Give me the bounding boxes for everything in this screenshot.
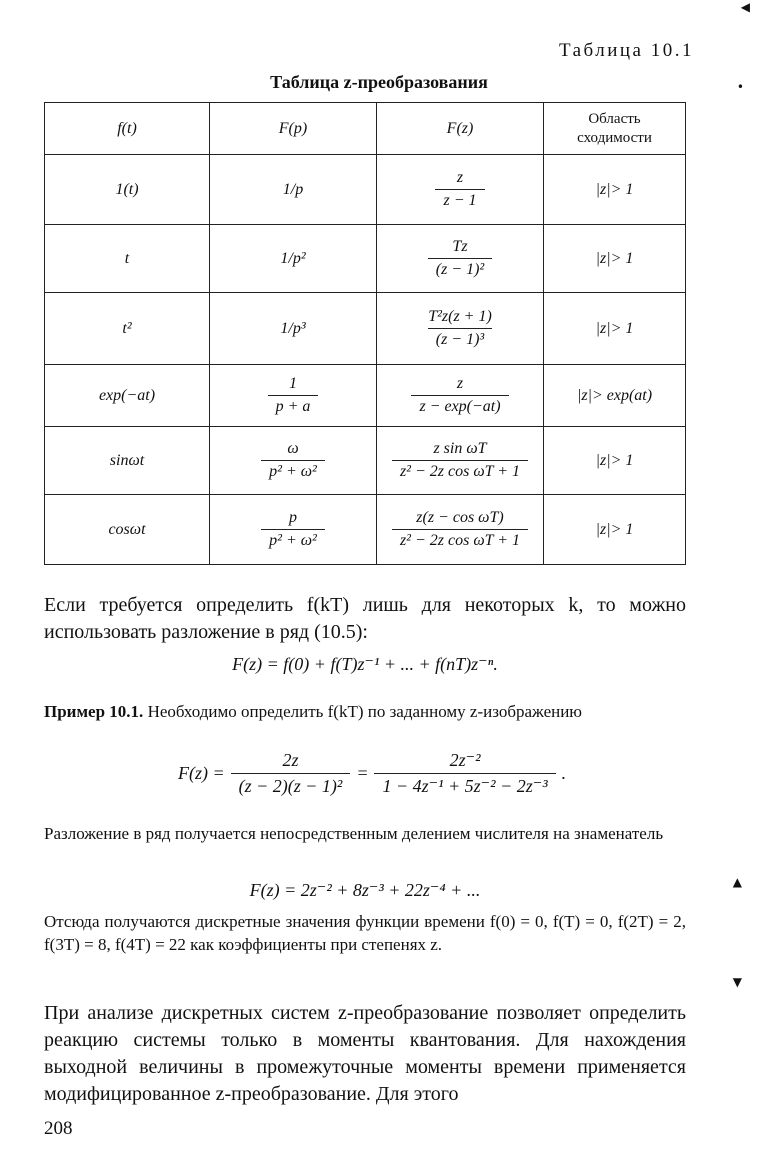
- table-header-row: [45, 103, 686, 155]
- fp-numerator: p: [289, 509, 297, 526]
- fz-numerator: z: [456, 375, 464, 392]
- fp-denominator: p² + ω²: [261, 460, 325, 481]
- fz-denominator: z² − 2z cos ωT + 1: [392, 460, 528, 481]
- paragraph-division: Разложение в ряд получается непосредственным делением числителя на знаменатель: [44, 824, 664, 843]
- cell-region: |z|> 1: [544, 293, 686, 365]
- fp-denominator: p² + ω²: [261, 529, 325, 550]
- fp-numerator: ω: [287, 440, 299, 457]
- fz-fraction: [392, 440, 528, 481]
- scan-mark-icon: ▼: [732, 975, 742, 989]
- example-text: Необходимо определить f(kT) по заданному z-изображению: [143, 702, 583, 721]
- fz-denominator: z² − 2z cos ωT + 1: [392, 529, 528, 550]
- cell-region: |z|> 1: [544, 427, 686, 495]
- fz-denominator: z − exp(−at): [411, 395, 508, 416]
- paragraph-modified-z: При анализе дискретных систем z-преобразование позволяет определить реакцию системы только в моменты квантования. Для нахождения выходной величины в промежуточные моменты времени применяется модифицированное z-преобразование. Для этого: [44, 1002, 686, 1105]
- cell-fp: 1/p³: [210, 293, 377, 365]
- header-region-line1: Область: [588, 110, 641, 127]
- header-region-line2: сходимости: [577, 129, 652, 146]
- cell-region: |z|> 1: [544, 155, 686, 225]
- fp-fraction: [268, 375, 319, 416]
- scan-mark-icon: ▲: [732, 875, 742, 889]
- fp-denominator: p + a: [268, 395, 319, 416]
- fp-fraction: [261, 440, 325, 481]
- table-row: [45, 495, 686, 565]
- cell-f: exp(−at): [45, 365, 210, 427]
- fz-fraction: [420, 308, 500, 349]
- fz-numerator: z sin ωT: [433, 440, 487, 457]
- cell-f: 1(t): [45, 155, 210, 225]
- cell-fp: 1/p²: [210, 225, 377, 293]
- cell-fz: [377, 427, 544, 495]
- table-row: [45, 225, 686, 293]
- fz-numerator: z: [456, 169, 464, 186]
- cell-region: |z|> 1: [544, 225, 686, 293]
- formula2-period: .: [561, 763, 567, 783]
- cell-fp: [210, 495, 377, 565]
- table-title: Таблица z-преобразования: [270, 72, 488, 92]
- formula2-num2: 2z⁻²: [449, 750, 481, 770]
- page-number: 208: [44, 1118, 73, 1139]
- fz-fraction: [428, 238, 492, 279]
- cell-f: t²: [45, 293, 210, 365]
- table-row: [45, 365, 686, 427]
- paragraph-discrete-values: Отсюда получаются дискретные значения функции времени f(0) = 0, f(T) = 0, f(2T) = 2, f(3T) = 8, f(4T) = 22 как коэффициенты при степенях z.: [44, 912, 686, 954]
- example-heading: Пример 10.1.: [44, 702, 144, 721]
- fz-numerator: z(z − cos ωT): [416, 509, 504, 526]
- cell-fz: [377, 365, 544, 427]
- fz-fraction: [392, 509, 528, 550]
- formula2-equals: =: [356, 763, 369, 783]
- formula2-den2: 1 − 4z⁻¹ + 5z⁻² − 2z⁻³: [374, 773, 555, 797]
- formula2-den1: (z − 2)(z − 1)²: [231, 773, 351, 797]
- fz-numerator: Tz: [452, 238, 468, 255]
- formula2-lhs: F(z) =: [178, 763, 225, 783]
- table-row: [45, 427, 686, 495]
- paragraph-series-expansion: Если требуется определить f(kT) лишь для некоторых k, то можно использовать разложение в ряд (10.5):: [44, 594, 686, 643]
- cell-fz: [377, 155, 544, 225]
- z-transform-table: [44, 102, 686, 565]
- header-f-t: f(t): [45, 103, 210, 155]
- header-F-z: F(z): [377, 103, 544, 155]
- cell-fp: [210, 427, 377, 495]
- formula2-fraction-2: [374, 750, 555, 797]
- scan-mark-icon: •: [736, 80, 744, 94]
- cell-f: sinωt: [45, 427, 210, 495]
- fz-numerator: T²z(z + 1): [428, 308, 492, 325]
- formula2-num1: 2z: [282, 750, 299, 770]
- cell-fz: [377, 293, 544, 365]
- formula2-fraction-1: [231, 750, 351, 797]
- cell-f: cosωt: [45, 495, 210, 565]
- cell-fp: [210, 365, 377, 427]
- formula-example: [178, 750, 566, 797]
- scan-mark-icon: ◀: [740, 0, 750, 14]
- cell-region: |z|> exp(at): [544, 365, 686, 427]
- cell-fp: 1/p: [210, 155, 377, 225]
- example-paragraph: [44, 700, 686, 723]
- fz-fraction: [411, 375, 508, 416]
- table-number-label: Таблица 10.1: [558, 40, 694, 61]
- formula-series: F(z) = f(0) + f(T)z⁻¹ + ... + f(nT)z⁻ⁿ.: [232, 654, 498, 674]
- formula-expansion-result: F(z) = 2z⁻² + 8z⁻³ + 22z⁻⁴ + ...: [249, 880, 481, 900]
- cell-fz: [377, 225, 544, 293]
- table-row: [45, 293, 686, 365]
- header-region: [544, 103, 686, 155]
- fz-denominator: (z − 1)³: [428, 328, 492, 349]
- cell-fz: [377, 495, 544, 565]
- cell-region: |z|> 1: [544, 495, 686, 565]
- table-row: [45, 155, 686, 225]
- fz-denominator: (z − 1)²: [428, 258, 492, 279]
- header-F-p: F(p): [210, 103, 377, 155]
- fp-fraction: [261, 509, 325, 550]
- cell-f: t: [45, 225, 210, 293]
- fz-denominator: z − 1: [435, 189, 484, 210]
- fz-fraction: [435, 169, 484, 210]
- fp-numerator: 1: [288, 375, 297, 392]
